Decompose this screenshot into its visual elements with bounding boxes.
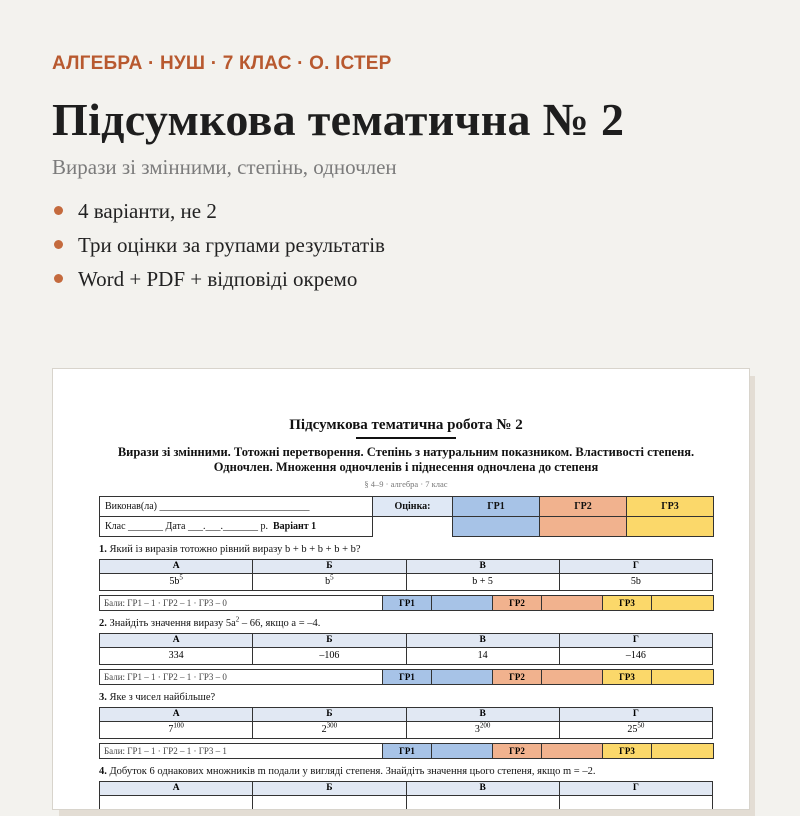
answer-option-value [406, 648, 559, 665]
group-score-3 [627, 517, 714, 537]
answer-option-value [100, 574, 253, 591]
score-label: Оцінка: [373, 497, 453, 517]
group-tag: ГР2 [493, 670, 542, 685]
score-table [99, 595, 714, 611]
answer-exponent: 50 [637, 721, 645, 730]
group-score-cell [652, 596, 714, 611]
name-field: Виконав(ла) ______________________________ [100, 497, 373, 517]
answer-header-row [100, 634, 713, 648]
group-score-cell [432, 596, 493, 611]
student-info-table [99, 496, 714, 537]
answer-value-row [100, 574, 713, 591]
group-score-cell [432, 670, 493, 685]
answer-base: 7 [168, 724, 174, 735]
group-score-cell [542, 670, 603, 685]
task-number: 2. [99, 618, 110, 629]
answer-option-value [253, 648, 406, 665]
group-tag: ГР2 [493, 744, 542, 759]
question-exponent: 2 [235, 615, 240, 624]
points-text: Бали: ГР1 – 1 · ГР2 – 1 · ГР3 – 0 [100, 670, 383, 685]
answer-header-row [100, 782, 713, 796]
feature-text: 4 варіанти, не 2 [78, 199, 217, 223]
bullet-dot-icon [54, 240, 63, 249]
answer-option-header: Г [559, 708, 712, 722]
answer-option-value [559, 648, 712, 665]
page-subtitle: Вирази зі змінними, степінь, одночлен [52, 155, 397, 179]
answer-base: 2 [321, 724, 327, 735]
answer-base: 25 [627, 724, 638, 735]
task-question [99, 617, 713, 630]
feature-item [52, 230, 752, 264]
answer-exponent: 5 [330, 573, 334, 582]
group-header-3: ГР3 [627, 497, 714, 517]
feature-text: Word + PDF + відповіді окремо [78, 267, 358, 291]
answer-exponent: 5 [179, 573, 183, 582]
group-score-1 [453, 517, 540, 537]
task-block [99, 543, 713, 611]
answer-value-row [100, 796, 713, 811]
answer-base: –146 [625, 650, 646, 661]
class-date-field [100, 517, 373, 537]
task-number: 4. [99, 766, 110, 777]
answer-base: 5b [169, 576, 180, 587]
answer-option-value [406, 722, 559, 739]
answer-option-value [100, 722, 253, 739]
document-section: § 4–9 · алгебра · 7 клас [364, 479, 448, 489]
group-header-1: ГР1 [453, 497, 540, 517]
answer-option-header: А [100, 634, 253, 648]
answer-header-row [100, 708, 713, 722]
group-score-cell [542, 596, 603, 611]
group-tag: ГР2 [493, 596, 542, 611]
answer-option-header: А [100, 708, 253, 722]
answer-exponent: 100 [173, 721, 184, 730]
answer-option-header: В [406, 560, 559, 574]
answer-table [99, 559, 713, 591]
group-tag: ГР3 [603, 596, 652, 611]
group-score-cell [652, 670, 714, 685]
task-number: 1. [99, 544, 110, 555]
score-row [100, 744, 714, 759]
score-table [99, 669, 714, 685]
task-block [99, 765, 713, 810]
feature-item [52, 196, 752, 230]
answer-table [99, 707, 713, 739]
answer-exponent: 200 [479, 721, 491, 730]
group-tag: ГР3 [603, 670, 652, 685]
answer-option-value [559, 722, 712, 739]
question-text: Який із виразів тотожно рівний виразу b + b + b + b + b? [109, 544, 361, 555]
answer-base: 334 [168, 650, 184, 661]
empty-cell [373, 517, 453, 537]
title-underline [356, 437, 456, 439]
answer-option-value [100, 648, 253, 665]
task-question [99, 543, 713, 556]
answer-option-header: Г [559, 782, 712, 796]
question-text: – 66, якщо a = –4. [239, 618, 321, 629]
score-row [100, 596, 714, 611]
document-title: Підсумкова тематична робота № 2 [289, 417, 523, 433]
group-header-2: ГР2 [540, 497, 627, 517]
task-number: 3. [99, 692, 110, 703]
page-title: Підсумкова тематична № 2 [52, 94, 625, 145]
answer-header-row [100, 560, 713, 574]
question-text: Яке з чисел найбільше? [109, 692, 216, 703]
answer-option-header: Б [253, 708, 406, 722]
feature-item [52, 264, 752, 298]
answer-option-value [406, 574, 559, 591]
task-question [99, 765, 713, 778]
question-text: Добуток 6 однакових множників m подали у вигляді степеня. Знайдіть значення цього степеня, якщо m = –2. [109, 766, 596, 777]
answer-option-header: Г [559, 634, 712, 648]
bullet-dot-icon [54, 274, 63, 283]
group-score-2 [540, 517, 627, 537]
document-preview [52, 368, 750, 810]
task-block [99, 691, 713, 759]
answer-option-value [253, 574, 406, 591]
answer-option-header: А [100, 782, 253, 796]
answer-option-header: В [406, 708, 559, 722]
answer-table [99, 633, 713, 665]
answer-option-header: Б [253, 782, 406, 796]
group-score-cell [652, 744, 714, 759]
answer-option-value [100, 796, 253, 811]
points-text: Бали: ГР1 – 1 · ГР2 – 1 · ГР3 – 1 [100, 744, 383, 759]
group-tag: ГР1 [383, 670, 432, 685]
hero-header [52, 52, 752, 298]
answer-table [99, 781, 713, 810]
answer-option-value [253, 722, 406, 739]
bullet-dot-icon [54, 206, 63, 215]
group-score-cell [542, 744, 603, 759]
course-kicker: АЛГЕБРА · НУШ · 7 КЛАС · О. ІСТЕР [52, 53, 392, 74]
group-tag: ГР1 [383, 596, 432, 611]
answer-base: b + 5 [472, 576, 493, 587]
answer-base: b [325, 576, 331, 587]
answer-option-value [253, 796, 406, 811]
answer-option-header: А [100, 560, 253, 574]
answer-value-row [100, 722, 713, 739]
task-question [99, 691, 713, 704]
variant-label: Варіант 1 [272, 521, 317, 532]
answer-base: 14 [477, 650, 488, 661]
answer-value-row [100, 648, 713, 665]
group-score-cell [432, 744, 493, 759]
class-date-label: Клас _______ Дата ___.___._______ р. [105, 521, 268, 532]
answer-option-header: Б [253, 560, 406, 574]
answer-base: –106 [319, 650, 340, 661]
feature-text: Три оцінки за групами результатів [78, 233, 385, 257]
group-tag: ГР3 [603, 744, 652, 759]
answer-base: 3 [474, 724, 480, 735]
answer-option-value [559, 574, 712, 591]
answer-base: 5b [630, 576, 641, 587]
document-subtitle: Вирази зі змінними. Тотожні перетворення. Степінь з натуральним показником. Властивості степеня. Одночлен. Множення одночленів і піднесення одночлена до степеня [117, 445, 695, 474]
answer-option-value [406, 796, 559, 811]
points-text: Бали: ГР1 – 1 · ГР2 – 1 · ГР3 – 0 [100, 596, 383, 611]
answer-option-header: В [406, 782, 559, 796]
group-tag: ГР1 [383, 744, 432, 759]
answer-option-header: Г [559, 560, 712, 574]
task-block [99, 617, 713, 685]
feature-list [52, 196, 752, 298]
score-table [99, 743, 714, 759]
answer-option-header: В [406, 634, 559, 648]
answer-option-header: Б [253, 634, 406, 648]
answer-exponent: 300 [326, 721, 338, 730]
answer-option-value [559, 796, 712, 811]
score-row [100, 670, 714, 685]
question-text: Знайдіть значення виразу 5a [109, 618, 236, 629]
